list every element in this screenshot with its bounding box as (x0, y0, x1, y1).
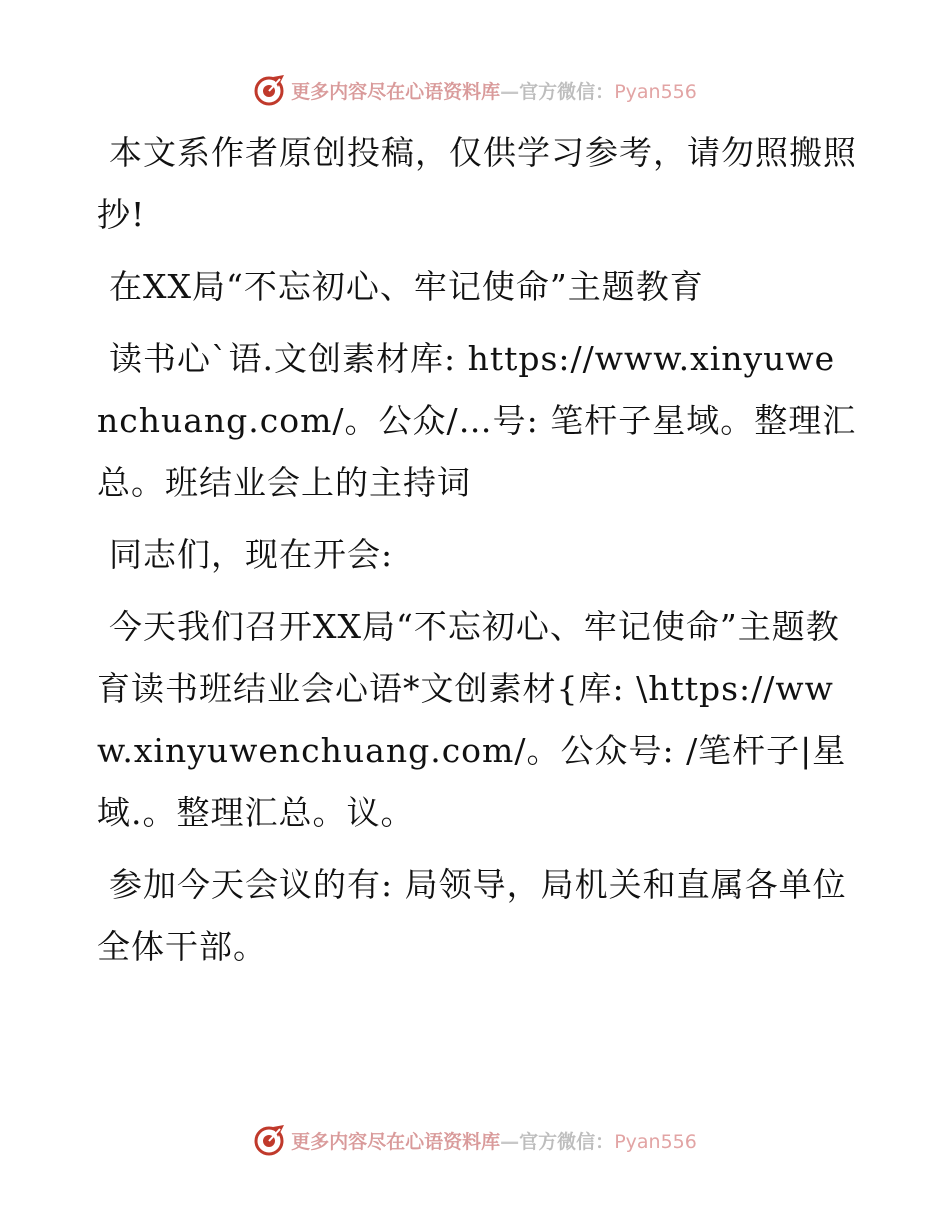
paragraph-attendees: 参加今天会议的有: 局领导，局机关和直属各单位全体干部。 (97, 865, 847, 966)
paragraph-greeting: 同志们，现在开会: (109, 535, 394, 574)
quill-pen-logo-icon (253, 1123, 287, 1157)
watermark-brand: 更多内容尽在心语资料库 (291, 1130, 501, 1153)
quill-pen-logo-icon (253, 73, 287, 107)
watermark-dash: — (500, 80, 520, 103)
paragraph-subtitle: 读书心`语.文创素材库: https://www.xinyuwenchuang.com/。公众/…号: 笔杆子星域。整理汇总。班结业会上的主持词 (97, 339, 857, 502)
watermark-text (291, 77, 697, 104)
paragraph-title: 在XX局“不忘初心、牢记使命”主题教育 (109, 267, 704, 306)
document-body (97, 122, 857, 988)
watermark-wechat-label: 官方微信： (519, 80, 615, 103)
footer-watermark (0, 1120, 950, 1160)
watermark-wechat-id: Pyan556 (614, 80, 697, 103)
watermark-wechat-label: 官方微信： (519, 1130, 615, 1153)
paragraph-disclaimer: 本文系作者原创投稿，仅供学习参考，请勿照搬照抄! (97, 133, 857, 234)
paragraph-meeting-intro: 今天我们召开XX局“不忘初心、牢记使命”主题教育读书班结业会心语*文创素材{库: \https://www.xinyuwenchuang.com/。公众号: /笔杆子|星域.。整理汇总。议。 (97, 607, 847, 832)
watermark-text (291, 1127, 697, 1154)
watermark-wechat-id: Pyan556 (614, 1130, 697, 1153)
watermark-dash: — (500, 1130, 520, 1153)
header-watermark (0, 70, 950, 110)
watermark-brand: 更多内容尽在心语资料库 (291, 80, 501, 103)
